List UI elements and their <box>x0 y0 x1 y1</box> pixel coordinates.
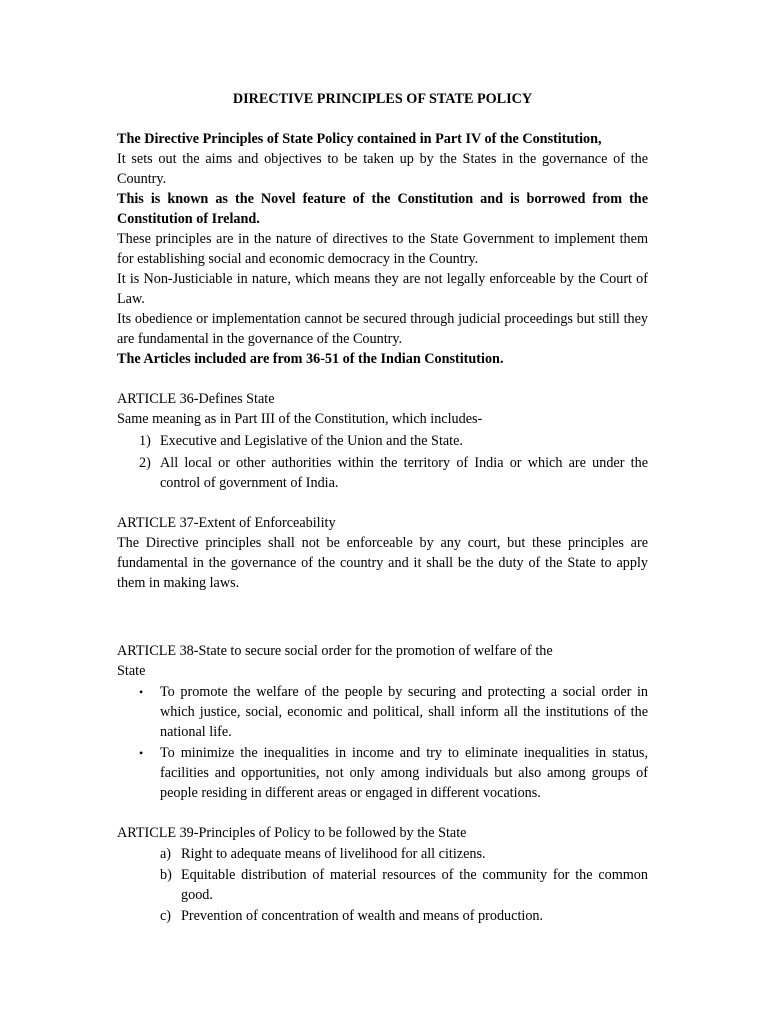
list-marker: c) <box>160 908 172 924</box>
list-item <box>117 453 648 493</box>
article-38-list <box>117 682 648 803</box>
intro-paragraph-7: The Articles included are from 36-51 of the Indian Constitution. <box>117 351 504 367</box>
intro-paragraph-2: It sets out the aims and objectives to be taken up by the States in the governance of the Country. <box>117 151 648 187</box>
article-38-heading-cont: State <box>117 663 146 679</box>
list-item-text: Executive and Legislative of the Union and the State. <box>160 433 463 449</box>
list-item-text: Prevention of concentration of wealth and means of production. <box>181 908 544 924</box>
article-36-heading: ARTICLE 36-Defines State <box>117 391 275 407</box>
bullet-icon: • <box>139 685 144 699</box>
list-marker: 2) <box>139 455 151 471</box>
list-item-text: All local or other authorities within the territory of India or which are under the control of government of India. <box>160 455 648 491</box>
document-body <box>117 89 648 926</box>
list-marker: b) <box>160 867 172 883</box>
article-37-heading: ARTICLE 37-Extent of Enforceability <box>117 515 336 531</box>
article-39-heading: ARTICLE 39-Principles of Policy to be followed by the State <box>117 825 467 841</box>
list-marker: 1) <box>139 433 151 449</box>
intro-paragraph-6: Its obedience or implementation cannot be secured through judicial proceedings but still they are fundamental in the governance of the Country. <box>117 311 648 347</box>
article-36-list <box>117 431 648 493</box>
list-item <box>117 865 648 905</box>
intro-paragraph-5: It is Non-Justiciable in nature, which means they are not legally enforceable by the Court of Law. <box>117 271 648 307</box>
list-marker: a) <box>160 846 172 862</box>
list-item <box>117 682 648 742</box>
list-item-text: To minimize the inequalities in income and try to eliminate inequalities in status, facilities and opportunities, not only among individuals but also among groups of people residing in different areas or engaged in different vocations. <box>160 745 648 801</box>
list-item <box>117 431 648 451</box>
intro-paragraph-1: The Directive Principles of State Policy contained in Part IV of the Constitution, <box>117 131 602 147</box>
article-38-heading: ARTICLE 38-State to secure social order for the promotion of welfare of the <box>117 643 553 659</box>
intro-paragraph-3: This is known as the Novel feature of the Constitution and is borrowed from the Constitution of Ireland. <box>117 191 648 227</box>
list-item <box>117 906 648 926</box>
list-item-text: To promote the welfare of the people by securing and protecting a social order in which justice, social, economic and political, shall inform all the institutions of the national life. <box>160 684 648 740</box>
list-item-text: Equitable distribution of material resources of the community for the common good. <box>181 867 648 903</box>
article-36-text: Same meaning as in Part III of the Constitution, which includes- <box>117 411 483 427</box>
page-title: DIRECTIVE PRINCIPLES OF STATE POLICY <box>232 91 533 107</box>
article-37-text: The Directive principles shall not be enforceable by any court, but these principles are fundamental in the governance of the country and it shall be the duty of the State to apply them in making laws. <box>117 535 648 591</box>
intro-paragraph-4: These principles are in the nature of directives to the State Government to implement them for establishing social and economic democracy in the Country. <box>117 231 648 267</box>
bullet-icon: • <box>139 746 144 760</box>
list-item <box>117 844 648 864</box>
list-item <box>117 743 648 803</box>
list-item-text: Right to adequate means of livelihood for all citizens. <box>181 846 486 862</box>
article-39-list <box>117 844 648 926</box>
